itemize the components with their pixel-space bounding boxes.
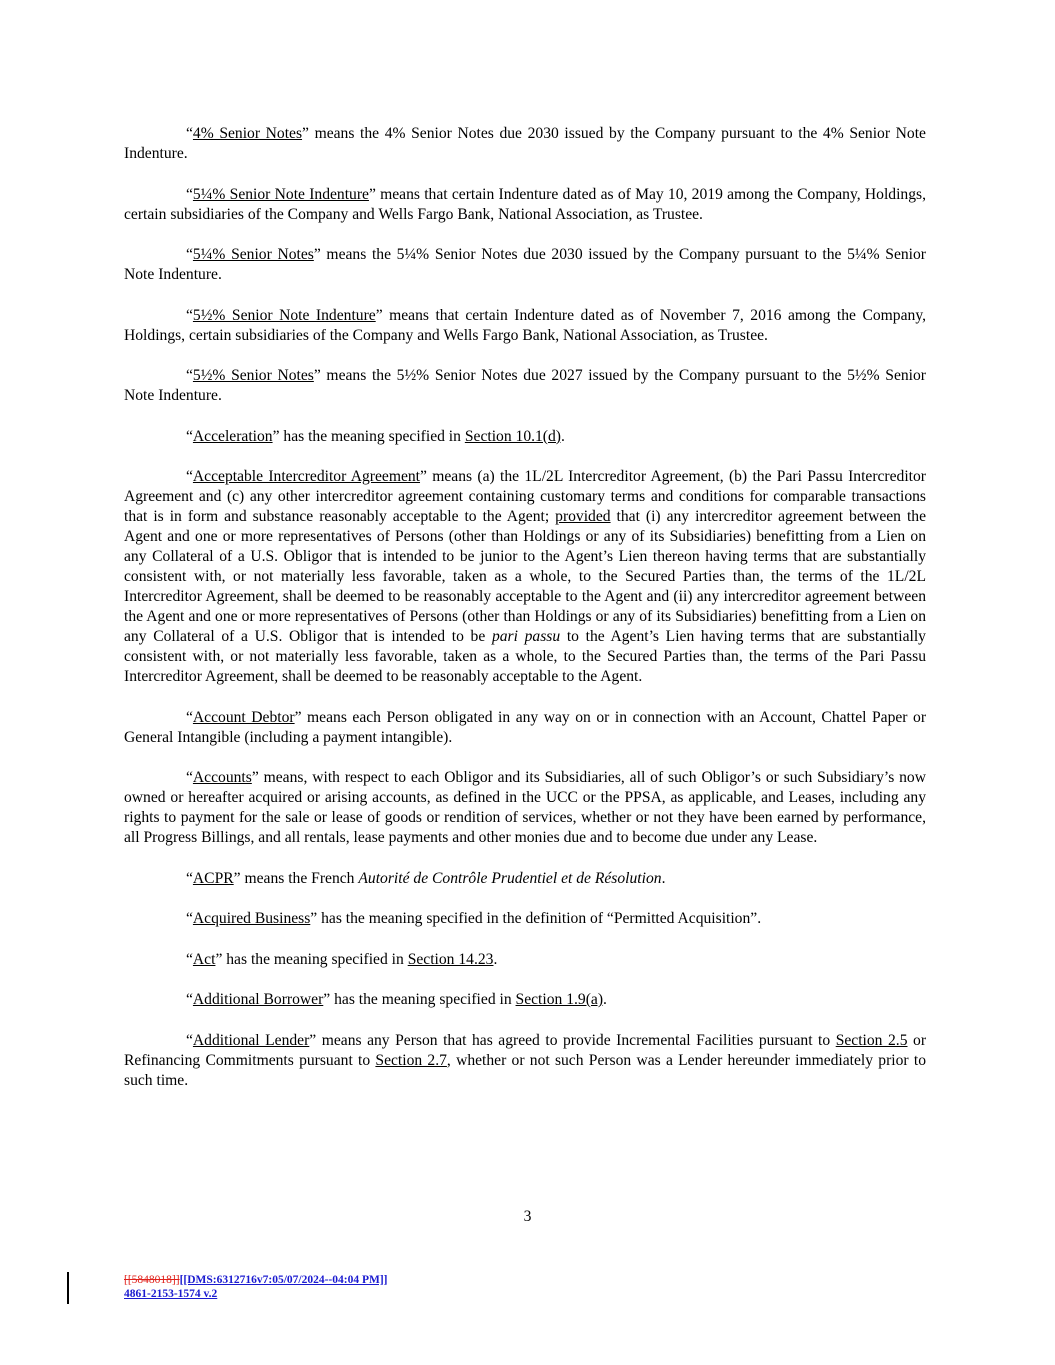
definition-5-25pct-senior-note-indenture: “5¼% Senior Note Indenture” means that certain Indenture dated as of May 10, 2019 among the Company, Holdings, certain subsidiaries of the Company and Wells Fargo Bank, National Association, as Trustee. <box>124 185 926 223</box>
footer-doc-id: 4861-2153-1574 v.2 <box>124 1288 218 1300</box>
definition-account-debtor: “Account Debtor” means each Person obligated in any way on or in connection with an Account, Chattel Paper or General Intangible (including a payment intangible). <box>124 708 927 746</box>
defined-term: Acquired Business <box>192 910 311 927</box>
defined-term: Account Debtor <box>192 708 295 726</box>
section-reference: Section 14.23 <box>407 950 494 968</box>
document-footer <box>124 1273 388 1301</box>
footer-revision-line <box>124 1273 388 1287</box>
defined-term: Accounts <box>192 769 252 786</box>
defined-term: Additional Borrower <box>192 991 324 1008</box>
defined-term: 5½% Senior Notes <box>192 367 314 384</box>
section-reference: Section 1.9(a) <box>515 991 604 1008</box>
definition-4pct-senior-notes: “4% Senior Notes” means the 4% Senior Notes due 2030 issued by the Company pursuant to the 4% Senior Note Indenture. <box>124 125 926 162</box>
proviso-term: provided <box>555 508 611 525</box>
defined-term: Acceleration <box>192 427 273 445</box>
definition-acquired-business: “Acquired Business” has the meaning specified in the definition of “Permitted Acquisition”. <box>186 910 762 927</box>
definition-additional-lender: “Additional Lender” means any Person that has agreed to provide Incremental Facilities pursuant to Section 2.5 or Refinancing Commitments pursuant to Section 2.7, whether or not such Person was a Lender hereunder immediately prior to such time. <box>124 1031 927 1089</box>
section-reference: Section 2.7 <box>375 1051 447 1069</box>
definition-5-5pct-senior-notes: “5½% Senior Notes” means the 5½% Senior Notes due 2027 issued by the Company pursuant to the 5½% Senior Note Indenture. <box>124 367 926 404</box>
italic-term: pari passu <box>491 628 561 645</box>
definition-acpr: “ACPR” means the French Autorité de Contrôle Prudentiel et de Résolution. <box>186 869 666 887</box>
defined-term: Additional Lender <box>192 1031 310 1049</box>
definition-acceleration: “Acceleration” has the meaning specified in Section 10.1(d). <box>186 427 565 445</box>
inserted-doc-ref: [[DMS:6312716v7:05/07/2024--04:04 PM]] <box>179 1274 388 1286</box>
page-number: 3 <box>523 1208 532 1225</box>
definition-acceptable-intercreditor-agreement: “Acceptable Intercreditor Agreement” means (a) the 1L/2L Intercreditor Agreement, (b) the Pari Passu Intercreditor Agreement and (c) any other intercreditor agreement containing customary terms and conditions for comparable transactions that is in form and substance reasonably acceptable to the Agent; provided that (i) any intercreditor agreement between the Agent and one or more representatives of Persons (other than Holdings or any of its Subsidiaries) benefitting from a Lien on any Collateral of a U.S. Obligor that is intended to be junior to the Agent’s Lien thereon having terms that are substantially consistent with, or not materially less favorable, taken as a whole, to the Secured Parties than, the terms of the 1L/2L Intercreditor Agreement, shall be deemed to be reasonably acceptable to the Agent and (ii) any intercreditor agreement between the Agent and one or more representatives of Persons (other than Holdings or any of its Subsidiaries) benefitting from a Lien on any Collateral of a U.S. Obligor that is intended to be pari passu to the Agent’s Lien having terms that are substantially consistent with, or not materially less favorable, taken as a whole, to the Secured Parties than, the terms of the Pari Passu Intercreditor Agreement, shall be deemed to be reasonably acceptable to the Agent. <box>124 468 926 685</box>
section-reference: Section 2.5 <box>835 1031 908 1049</box>
defined-term: Acceptable Intercreditor Agreement <box>192 468 421 485</box>
section-reference: Section 10.1(d) <box>464 427 561 445</box>
deleted-doc-ref: [[5848018]] <box>124 1274 180 1286</box>
defined-term: Act <box>192 950 216 968</box>
definition-5-5pct-senior-note-indenture: “5½% Senior Note Indenture” means that certain Indenture dated as of November 7, 2016 among the Company, Holdings, certain subsidiaries of the Company and Wells Fargo Bank, National Association, as Trustee. <box>124 306 926 344</box>
definition-act: “Act” has the meaning specified in Section 14.23. <box>186 950 498 968</box>
defined-term: 5¼% Senior Note Indenture <box>192 185 369 203</box>
defined-term: 5¼% Senior Notes <box>192 246 314 263</box>
revision-change-bar <box>67 1272 69 1304</box>
defined-term: ACPR <box>192 869 234 887</box>
defined-term: 4% Senior Notes <box>192 125 303 142</box>
italic-term: Autorité de Contrôle Prudentiel et de Résolution <box>358 869 662 887</box>
definition-additional-borrower: “Additional Borrower” has the meaning specified in Section 1.9(a). <box>186 991 607 1008</box>
document-body <box>124 124 926 1111</box>
definition-5-25pct-senior-notes: “5¼% Senior Notes” means the 5¼% Senior Notes due 2030 issued by the Company pursuant to the 5¼% Senior Note Indenture. <box>124 246 926 283</box>
defined-term: 5½% Senior Note Indenture <box>192 306 376 324</box>
definition-accounts: “Accounts” means, with respect to each Obligor and its Subsidiaries, all of such Obligor’s or such Subsidiary’s now owned or hereafter acquired or arising accounts, as defined in the UCC or the PPSA, as applicable, and Leases, including any rights to payment for the sale or lease of goods or rendition of services, whether or not they have been earned by performance, all Progress Billings, and all rentals, lease payments and other monies due and to become due under any Lease. <box>124 769 926 846</box>
